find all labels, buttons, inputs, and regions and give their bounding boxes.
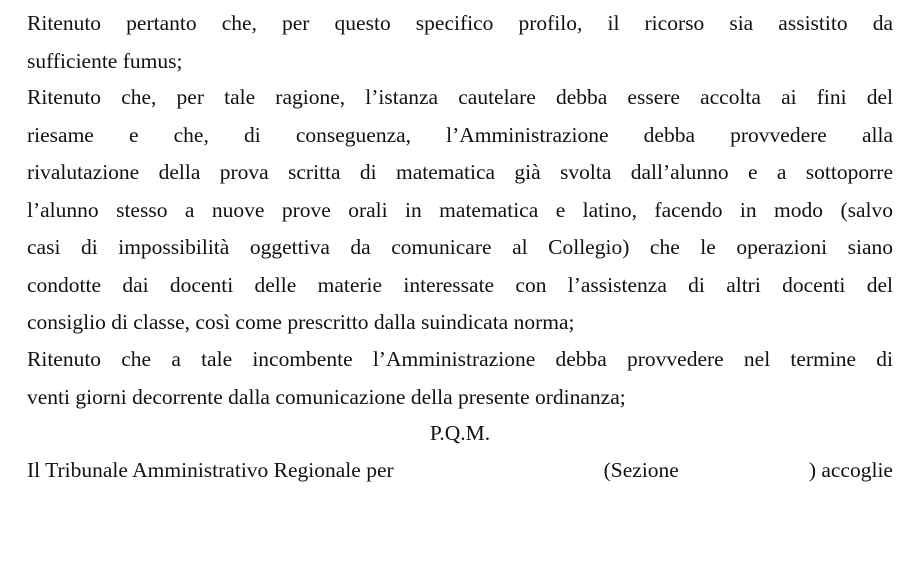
- text-line: rivalutazione della prova scritta di matematica già svolta dall’alunno e a sottoporre: [27, 160, 893, 184]
- text-line: Ritenuto che, per tale ragione, l’istanza cautelare debba essere accolta ai fini del: [27, 85, 893, 109]
- text-line: Ritenuto pertanto che, per questo specifico profilo, il ricorso sia assistito da: [27, 11, 893, 35]
- section-heading-pqm: P.Q.M.: [429, 421, 491, 445]
- text-line: Ritenuto che a tale incombente l’Amministrazione debba provvedere nel termine di: [27, 347, 893, 371]
- final-line: [27, 457, 893, 483]
- text-line: l’alunno stesso a nuove prove orali in matematica e latino, facendo in modo (salvo: [27, 198, 893, 222]
- text-line: consiglio di classe, così come prescritto dalla suindicata norma;: [27, 310, 575, 334]
- text-line: condotte dai docenti delle materie interessate con l’assistenza di altri docenti del: [27, 273, 893, 297]
- text-line: venti giorni decorrente dalla comunicazione della presente ordinanza;: [27, 385, 626, 409]
- final-line-part2: (Sezione: [603, 458, 679, 482]
- final-line-part1: Il Tribunale Amministrativo Regionale per: [27, 458, 394, 482]
- text-line: riesame e che, di conseguenza, l’Amministrazione debba provvedere alla: [27, 123, 893, 147]
- text-line: casi di impossibilità oggettiva da comunicare al Collegio) che le operazioni siano: [27, 235, 893, 259]
- text-line: sufficiente fumus;: [27, 49, 183, 73]
- final-line-part3: ) accoglie: [808, 458, 893, 482]
